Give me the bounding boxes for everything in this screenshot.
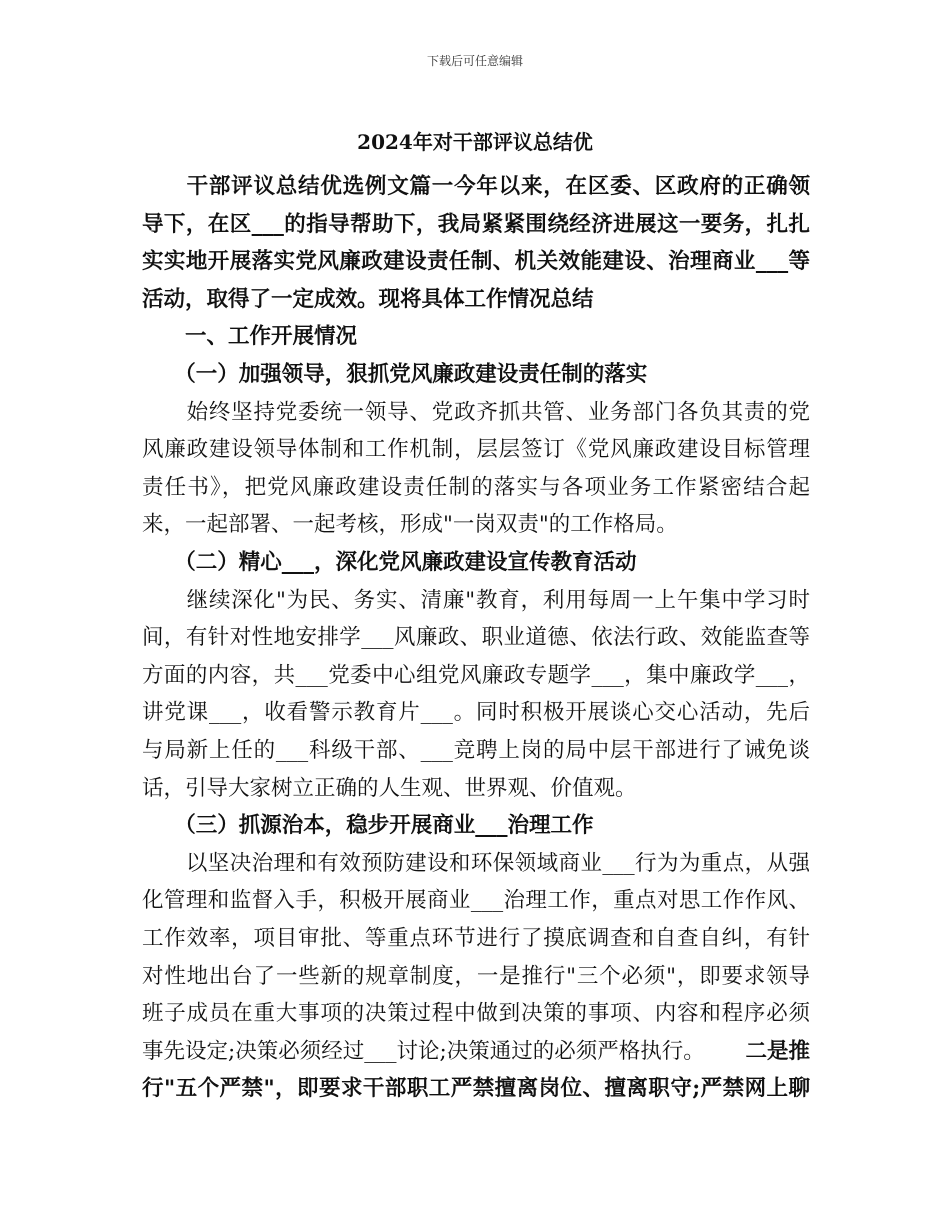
text-line: [142, 736, 810, 766]
text-line-content: 行"五个严禁"，即要求干部职工严禁擅离岗位、擅离职守;严禁网上聊: [142, 1076, 810, 1102]
text-line-content: 实实地开展落实党风廉政建设责任制、机关效能建设、治理商业___等: [142, 249, 810, 275]
text-line-content: 工作效率，项目审批、等重点环节进行了摸底调查和自查自纠，有针: [142, 926, 810, 951]
text-line: [142, 473, 810, 503]
header-note: 下载后可任意编辑: [426, 54, 523, 68]
text-line-content: 班子成员在重大事项的决策过程中做到决策的事项、内容和程序必须: [142, 1001, 810, 1027]
text-line: [142, 247, 810, 277]
text-line-content: 活动，取得了一定成效。现将具体工作情况总结: [142, 286, 594, 312]
text-line: [142, 774, 810, 804]
text-line: [142, 661, 810, 691]
text-line-content: （一）加强领导，狠抓党风廉政建设责任制的落实: [142, 362, 648, 387]
text-line-content: 干部评议总结优选例文篇一今年以来，在区委、区政府的正确领: [142, 174, 810, 199]
text-line: [142, 698, 810, 728]
text-line: [142, 172, 810, 202]
text-line-content: 化管理和监督入手，积极开展商业___治理工作，重点对思工作作风、: [142, 888, 810, 914]
text-line: [142, 586, 810, 616]
text-line-content: 话，引导大家树立正确的人生观、世界观、价值观。: [142, 775, 637, 801]
text-line-content: 责任书》，把党风廉政建设责任制的落实与各项业务工作紧密结合起: [142, 474, 810, 500]
text-line-content: （三）抓源治本，稳步开展商业___治理工作: [142, 813, 594, 839]
text-line-content: 来，一起部署、一起考核，形成"一岗双责"的工作格局。: [142, 512, 678, 538]
text-line-content: （二）精心___，深化党风廉政建设宣传教育活动: [142, 550, 637, 575]
text-line-content: 讲党课___，收看警示教育片___。同时积极开展谈心交心活动，先后: [142, 700, 810, 726]
text-line: [142, 285, 810, 315]
text-line: [142, 435, 810, 465]
text-line: [142, 999, 810, 1029]
text-line: [142, 1074, 810, 1104]
text-line-content: 事先设定;决策必须经过___讨论;决策通过的必须严格执行。: [142, 1038, 705, 1064]
text-line: [142, 322, 810, 352]
text-line: [142, 360, 810, 390]
text-line-content: 与局新上任的___科级干部、___竞聘上岗的局中层干部进行了诫免谈: [142, 738, 810, 763]
text-line-content: 导下，在区___的指导帮助下，我局紧紧围绕经济进展这一要务，扎扎: [142, 211, 810, 237]
text-line: [142, 510, 810, 540]
text-line: [142, 886, 810, 916]
text-line: [142, 623, 810, 653]
text-line-content: 以坚决治理和有效预防建设和环保领域商业___行为为重点，从强: [142, 850, 810, 876]
text-line-content: 风廉政建设领导体制和工作机制，层层签订《党风廉政建设目标管理: [142, 437, 810, 463]
text-line: [142, 210, 810, 240]
text-line: [142, 398, 810, 428]
text-line-content: 方面的内容，共___党委中心组党风廉政专题学___，集中廉政学___，: [142, 662, 810, 688]
text-line-tail: 二是推: [745, 1038, 810, 1064]
text-line-content: 对性地出台了一些新的规章制度，一是推行"三个必须"，即要求领导: [142, 963, 810, 989]
text-line: [142, 811, 810, 841]
text-line-content: 继续深化"为民、务实、清廉"教育，利用每周一上午集中学习时: [142, 587, 810, 613]
text-line: [142, 548, 810, 578]
text-line-content: 始终坚持党委统一领导、党政齐抓共管、业务部门各负其责的党: [142, 399, 810, 425]
text-line-content: 间，有针对性地安排学___风廉政、职业道德、依法行政、效能监查等: [142, 625, 810, 651]
document-title: 2024年对干部评议总结优: [357, 130, 593, 154]
text-line: [142, 924, 810, 954]
text-line: [142, 1037, 810, 1067]
text-line: [142, 962, 810, 992]
text-line: [142, 849, 810, 879]
text-line-content: 一、工作开展情况: [142, 324, 358, 350]
